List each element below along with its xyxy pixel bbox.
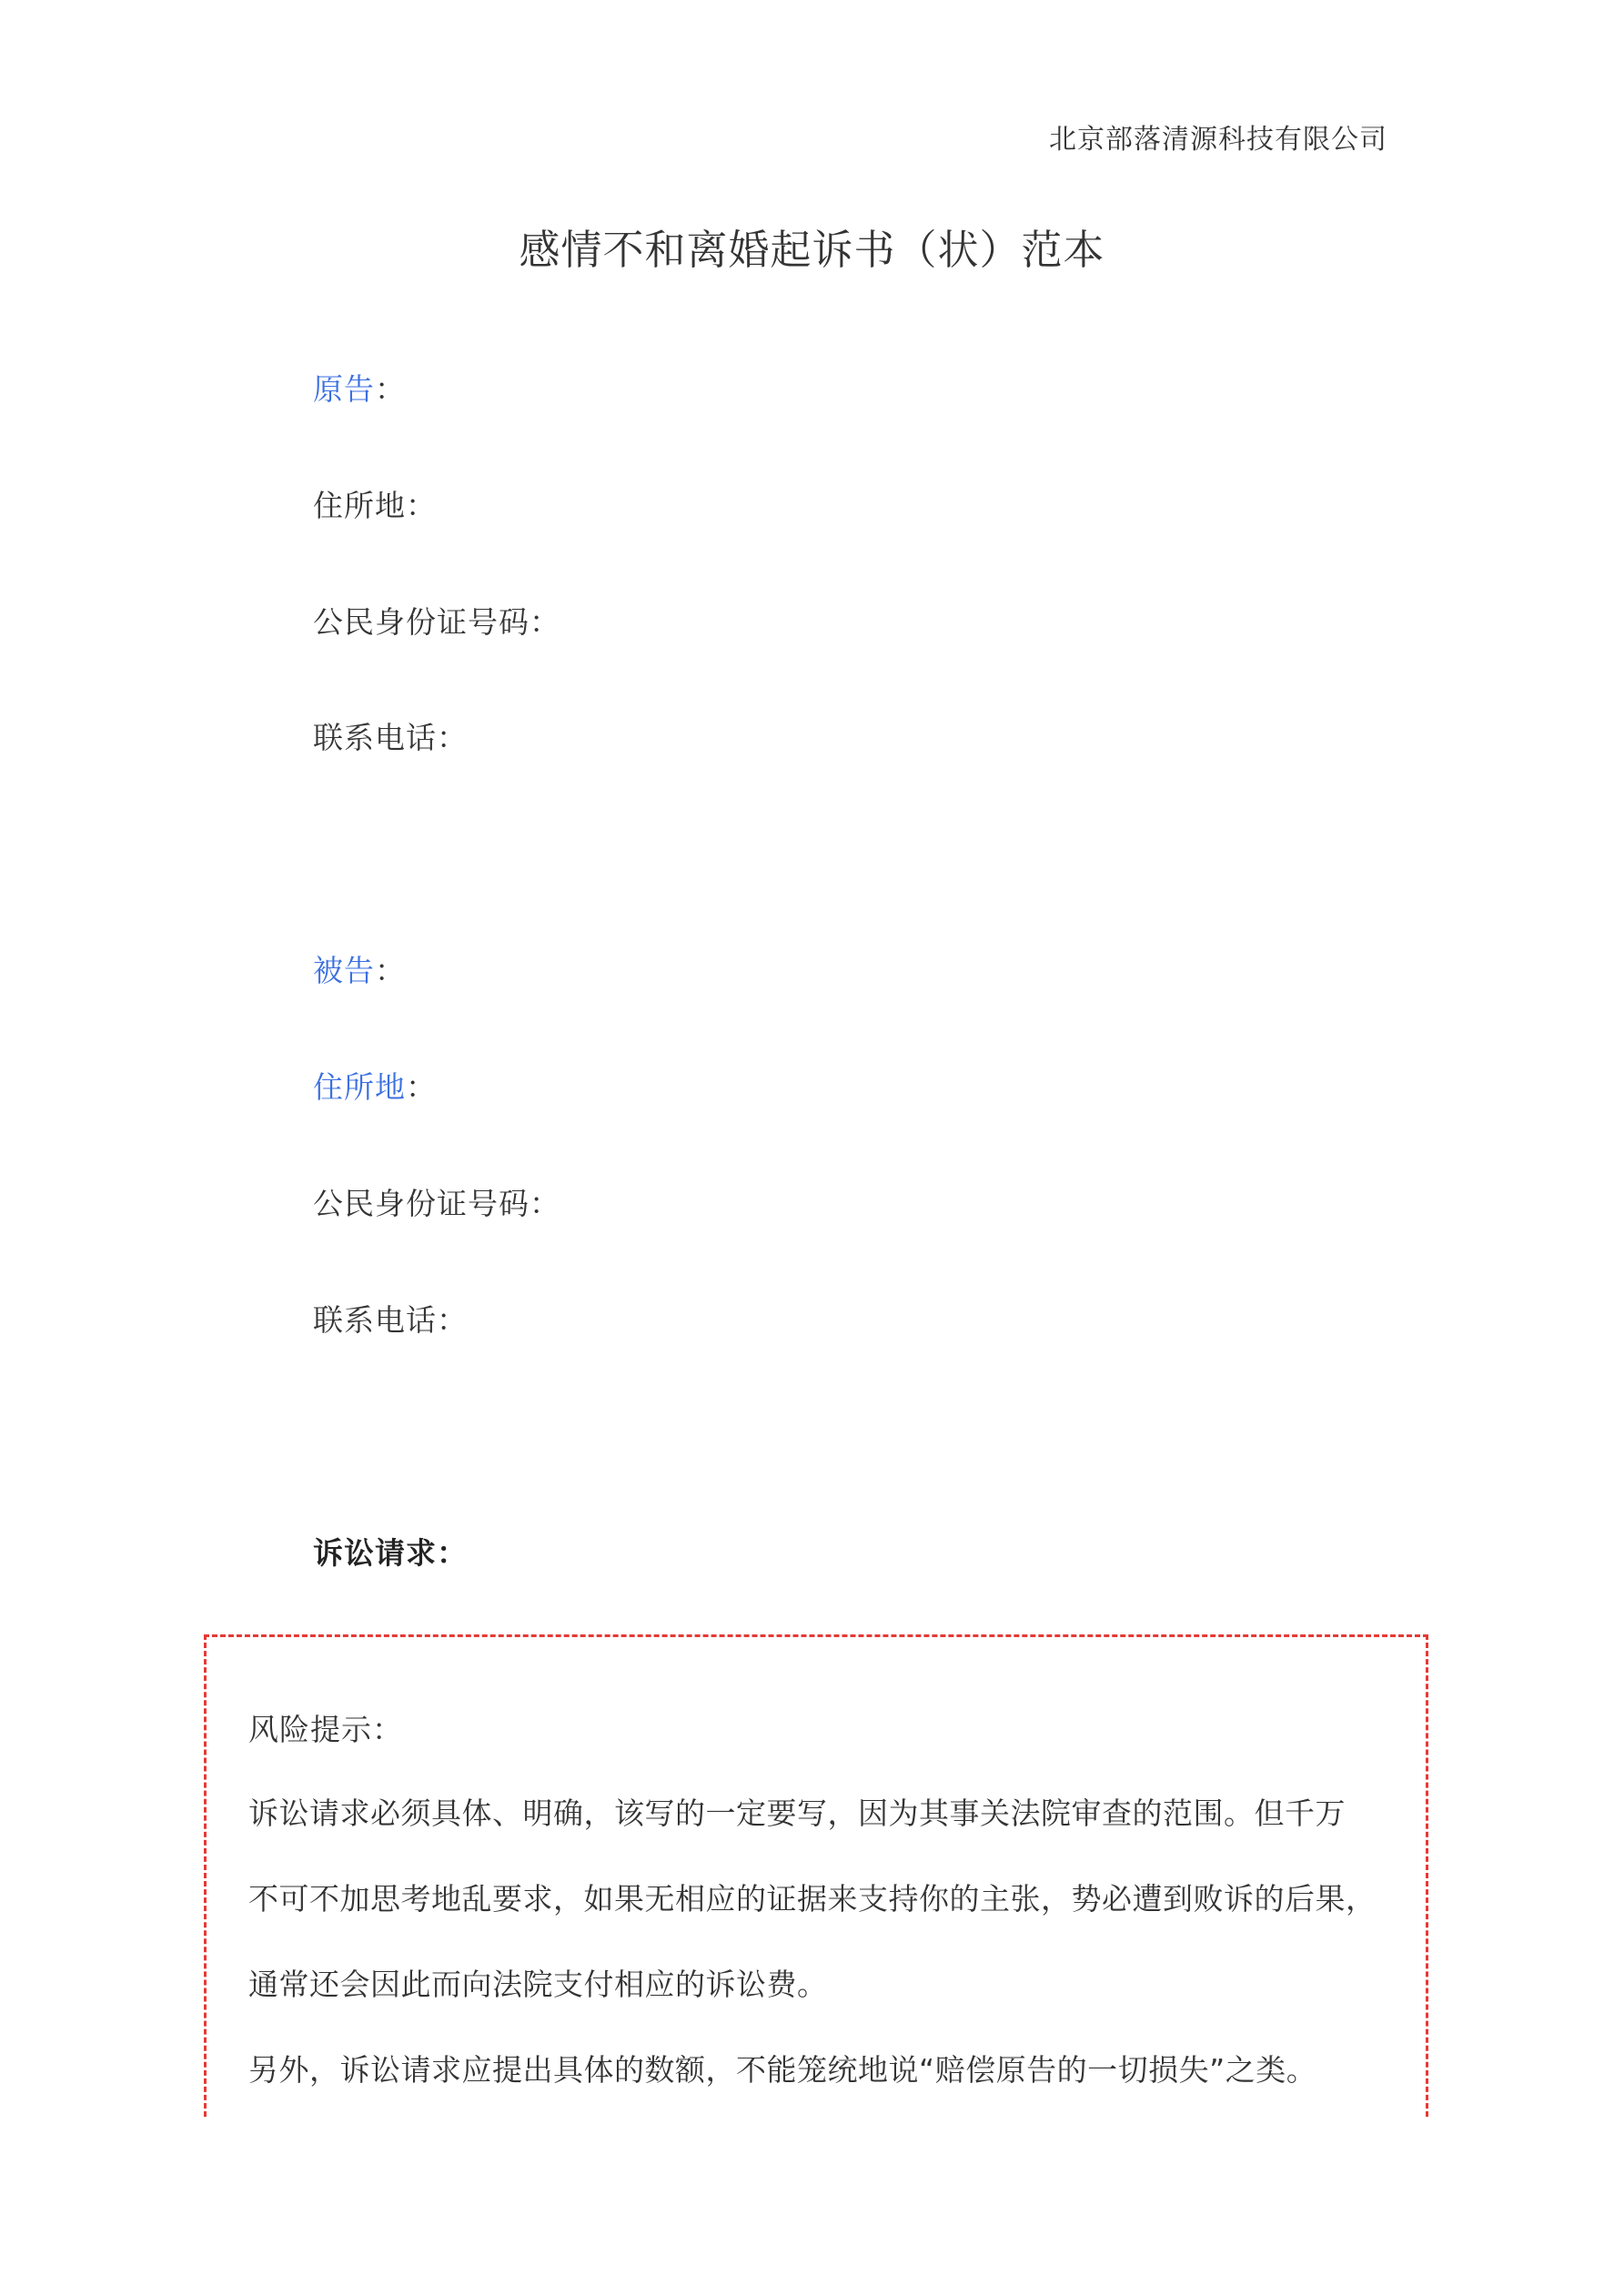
risk-notice-line: 诉讼请求必须具体、明确，该写的一定要写，因为其事关法院审查的范围。但千万 [248,1795,1346,1831]
risk-notice-title: 风险提示： [248,1712,403,1747]
risk-notice-line: 通常还会因此而向法院支付相应的诉讼费。 [248,1967,828,2002]
risk-notice-box [204,1634,1428,2117]
defendant-address-colon: ： [406,1069,437,1105]
plaintiff-colon: ： [375,371,406,407]
company-name: 北京部落清源科技有限公司 [1049,124,1387,156]
claims-heading: 诉讼请求： [313,1535,468,1571]
defendant-colon: ： [375,953,406,988]
defendant-address-field [313,1064,437,1107]
risk-notice-line: 另外，诉讼请求应提出具体的数额，不能笼统地说“赔偿原告的一切损失”之类。 [248,2052,1317,2088]
plaintiff-link[interactable]: 原告 [313,371,375,407]
plaintiff-address-field: 住所地： [313,488,437,523]
plaintiff-id-field: 公民身份证号码： [313,604,560,640]
defendant-link[interactable]: 被告 [313,953,375,988]
plaintiff-phone-field: 联系电话： [313,720,468,755]
defendant-id-field: 公民身份证号码： [313,1186,560,1221]
risk-notice-line: 不可不加思考地乱要求，如果无相应的证据来支持你的主张，势必遭到败诉的后果， [248,1881,1377,1917]
defendant-address-link[interactable]: 住所地 [313,1069,406,1105]
defendant-phone-field: 联系电话： [313,1302,468,1338]
defendant-name-field [313,947,406,990]
plaintiff-name-field [313,366,406,409]
document-title: 感情不和离婚起诉书（状）范本 [519,226,1105,274]
